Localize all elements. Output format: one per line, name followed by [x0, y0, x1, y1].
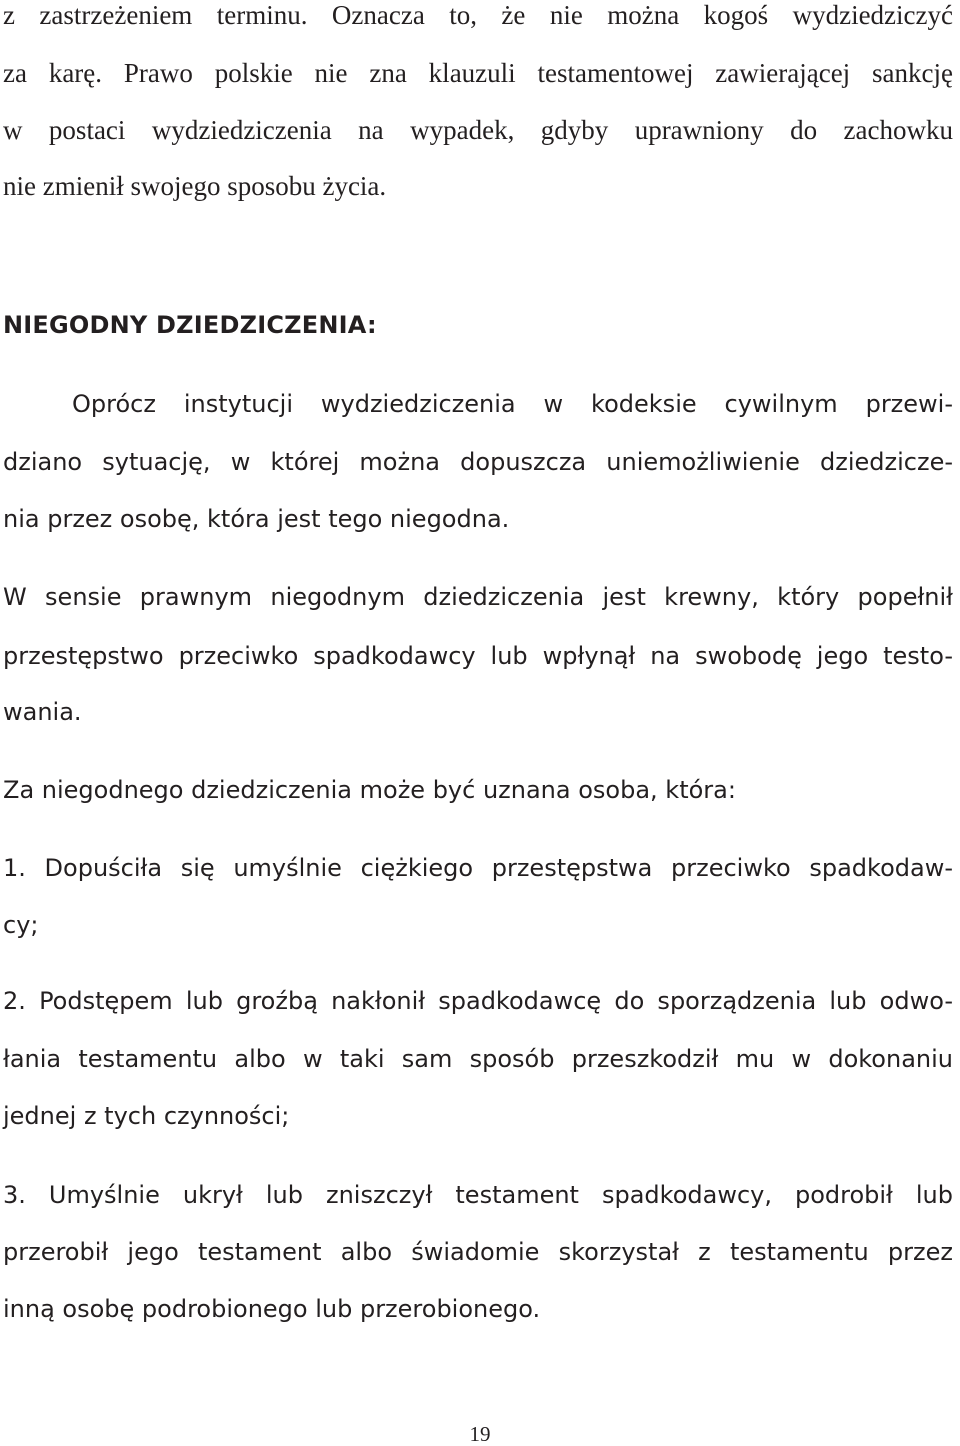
paragraph-2-line-3: wania.	[3, 698, 82, 726]
list-item-3-line-2: przerobił jego testament albo świadomie skorzystał z testamentu przez	[3, 1238, 953, 1266]
list-item-1-line-1: 1. Dopuściła się umyślnie ciężkiego przestępstwa przeciwko spadkodaw-	[3, 854, 953, 882]
paragraph-2-line-1: W sensie prawnym niegodnym dziedziczenia jest krewny, który popełnił	[3, 583, 953, 611]
intro-line-4: nie zmienił swojego sposobu życia.	[3, 171, 387, 201]
list-item-2-line-2: łania testamentu albo w taki sam sposób przeszkodził mu w dokonaniu	[3, 1045, 953, 1073]
list-intro: Za niegodnego dziedziczenia może być uznana osoba, która:	[3, 776, 736, 804]
intro-line-3: w postaci wydziedziczenia na wypadek, gdyby uprawniony do zachowku	[3, 115, 953, 145]
paragraph-1-line-1: Oprócz instytucji wydziedziczenia w kodeksie cywilnym przewi-	[72, 390, 953, 418]
paragraph-1-line-3: nia przez osobę, która jest tego niegodna.	[3, 505, 510, 533]
paragraph-1-line-2: dziano sytuację, w której można dopuszcza uniemożliwienie dziedzicze-	[3, 448, 953, 476]
page-number: 19	[469, 1422, 491, 1446]
list-item-3-line-3: inną osobę podrobionego lub przerobionego.	[3, 1295, 541, 1323]
list-item-2-line-1: 2. Podstępem lub groźbą nakłonił spadkodawcę do sporządzenia lub odwo-	[3, 987, 953, 1015]
paragraph-2-line-2: przestępstwo przeciwko spadkodawcy lub wpłynął na swobodę jego testo-	[3, 642, 953, 670]
list-item-3-line-1: 3. Umyślnie ukrył lub zniszczył testament spadkodawcy, podrobił lub	[3, 1181, 953, 1209]
intro-line-2: za karę. Prawo polskie nie zna klauzuli testamentowej zawierającej sankcję	[3, 58, 953, 88]
intro-line-1: z zastrzeżeniem terminu. Oznacza to, że nie można kogoś wydziedziczyć	[3, 0, 953, 30]
list-item-2-line-3: jednej z tych czynności;	[3, 1102, 290, 1130]
list-item-1-line-2: cy;	[3, 911, 39, 939]
section-heading: NIEGODNY DZIEDZICZENIA:	[3, 311, 377, 339]
